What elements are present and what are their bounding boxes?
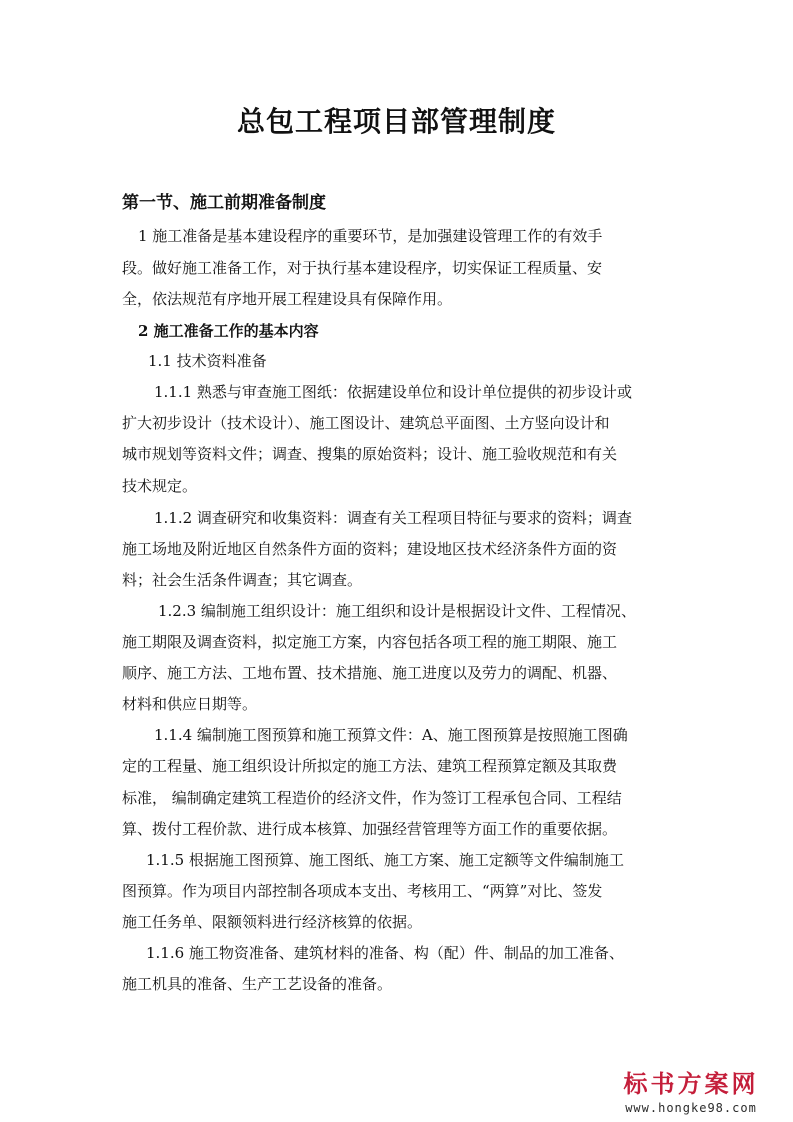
- paragraph-line: 技术规定。: [122, 477, 198, 495]
- paragraph-line: 扩大初步设计（技术设计）、施工图设计、建筑总平面图、土方竖向设计和: [122, 414, 610, 432]
- paragraph-line: 1.1.6 施工物资准备、建筑材料的准备、构（配）件、制品的加工准备、: [146, 944, 624, 962]
- paragraph-line: 1.1.5 根据施工图预算、施工图纸、施工方案、施工定额等文件编制施工: [146, 851, 624, 869]
- subsection-heading: 1.1 技术资料准备: [148, 352, 267, 370]
- paragraph-line: 施工任务单、限额领料进行经济核算的依据。: [122, 913, 423, 931]
- paragraph-line: 1.2.3 编制施工组织设计：施工组织和设计是根据设计文件、工程情况、: [158, 602, 636, 620]
- paragraph-line: 1 施工准备是基本建设程序的重要环节，是加强建设管理工作的有效手: [138, 227, 603, 245]
- paragraph-line: 算、拨付工程价款、进行成本核算、加强经营管理等方面工作的重要依据。: [122, 820, 618, 838]
- paragraph-line: 料；社会生活条件调查；其它调查。: [122, 571, 363, 589]
- paragraph-line: 顺序、施工方法、工地布置、技术措施、施工进度以及劳力的调配、机器、: [122, 664, 618, 682]
- watermark-url: www.hongke98.com: [625, 1101, 757, 1115]
- paragraph-line: 定的工程量、施工组织设计所拟定的施工方法、建筑工程预算定额及其取费: [122, 757, 618, 775]
- subsection-heading: 2 施工准备工作的基本内容: [138, 322, 319, 340]
- paragraph-line: 图预算。作为项目内部控制各项成本支出、考核用工、“两算”对比、签发: [122, 882, 603, 900]
- site-watermark: [611, 1064, 771, 1115]
- paragraph-line: 1.1.1 熟悉与审查施工图纸：依据建设单位和设计单位提供的初步设计或: [154, 383, 632, 401]
- paragraph-line: 段。做好施工准备工作，对于执行基本建设程序，切实保证工程质量、安: [122, 259, 603, 277]
- watermark-title: 标书方案网: [623, 1070, 759, 1098]
- section-heading: 第一节、施工前期准备制度: [122, 193, 326, 213]
- paragraph-line: 城市规划等资料文件；调查、搜集的原始资料；设计、施工验收规范和有关: [122, 445, 618, 463]
- document-title: 总包工程项目部管理制度: [236, 105, 556, 138]
- paragraph-line: 材料和供应日期等。: [122, 695, 258, 713]
- paragraph-line: 1.1.4 编制施工图预算和施工预算文件：A、施工图预算是按照施工图确: [154, 726, 628, 744]
- paragraph-line: 施工期限及调查资料，拟定施工方案，内容包括各项工程的施工期限、施工: [122, 633, 618, 651]
- paragraph-line: 1.1.2 调查研究和收集资料：调查有关工程项目特征与要求的资料；调查: [154, 509, 632, 527]
- paragraph-line: 标准， 编制确定建筑工程造价的经济文件，作为签订工程承包合同、工程结: [122, 789, 622, 807]
- paragraph-line: 施工场地及附近地区自然条件方面的资料；建设地区技术经济条件方面的资: [122, 540, 618, 558]
- paragraph-line: 施工机具的准备、生产工艺设备的准备。: [122, 975, 393, 993]
- paragraph-line: 全，依法规范有序地开展工程建设具有保障作用。: [122, 290, 453, 308]
